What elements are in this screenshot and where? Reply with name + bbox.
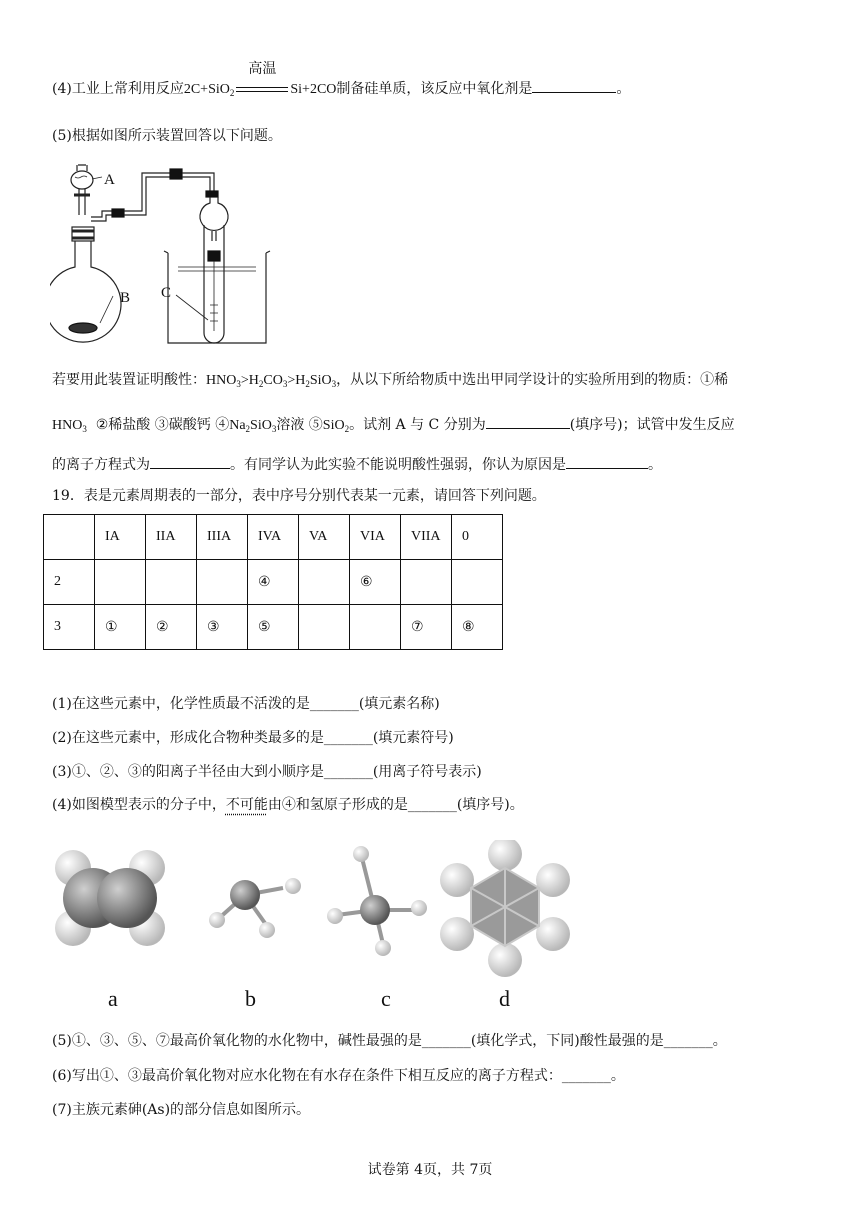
q19-question-7: (7)主族元素砷(As)的部分信息如图所示。: [52, 1102, 311, 1118]
q19-question-2: (2)在这些元素中，形成化合物种类最多的是_______(填元素符号): [52, 730, 454, 746]
answer-blank[interactable]: [150, 454, 230, 469]
q18-part5-line1: 若要用此装置证明酸性：$HNO_3>H_2CO_3>H_2SiO_3$，从以下所给物质中选出甲同学设计的实验所用到的物质：①稀: [52, 372, 729, 389]
model-label: a: [108, 986, 118, 1011]
molecule-models: [45, 840, 585, 980]
q18-part5-intro: (5)根据如图所示装置回答以下问题。: [52, 128, 282, 144]
model-d: [440, 840, 570, 977]
q19-question-6: (6)写出①、③最高价氧化物对应水化物在有水存在条件下相互反应的离子方程式：_______。: [52, 1068, 625, 1084]
q19-question-1: (1)在这些元素中，化学性质最不活泼的是_______(填元素名称): [52, 696, 440, 712]
q19-question-5: (5)①、③、⑤、⑦最高价氧化物的水化物中，碱性最强的是_______(填化学式，下同)酸性最强的是_______。: [52, 1033, 727, 1049]
table-row: 3 ① ② ③ ⑤ ⑦ ⑧: [44, 605, 503, 650]
page-footer: 试卷第 4页，共 7页: [367, 1162, 493, 1178]
q18-part4: (4)工业上常利用反应2C+SiO$_2$ 高温 Si+2CO制备硅单质，该反应中氧化剂是 。: [52, 61, 631, 98]
apparatus-diagram: [50, 155, 310, 355]
reaction-condition: 高温: [248, 61, 277, 77]
label-a: A: [104, 172, 115, 188]
reaction-arrow: [234, 61, 290, 98]
model-label: c: [381, 986, 391, 1011]
label-c: C: [161, 285, 172, 301]
q18-part5-line3: 的离子方程式为 。有同学认为此实验不能说明酸性强弱，你认为原因是 。: [52, 454, 662, 475]
model-a: [55, 850, 165, 946]
table-header-row: IA IIA IIIA IVA VA VIA VIIA 0: [44, 515, 503, 560]
emphasis-text: 不可能: [225, 797, 268, 813]
label-b: B: [120, 290, 131, 306]
answer-blank[interactable]: [566, 454, 648, 469]
periodic-table: [43, 514, 503, 650]
model-label: b: [245, 986, 256, 1011]
table-row: 2 ④ ⑥: [44, 560, 503, 605]
q19-question-3: (3)①、②、③的阳离子半径由大到小顺序是_______(用离子符号表示): [52, 764, 482, 780]
answer-blank[interactable]: [532, 78, 616, 93]
model-b: [209, 878, 301, 938]
model-label: d: [499, 986, 510, 1011]
model-c: [327, 846, 427, 956]
q18-part5-line2: $HNO_3$ ②稀盐酸 ③碳酸钙 $④Na_2SiO_3$溶液 ⑤SiO$_2$。试剂 A 与 C 分别为 (填序号)；试管中发生反应: [52, 414, 735, 436]
q19-question-4: (4)如图模型表示的分子中，不可能由④和氢原子形成的是_______(填序号)。: [52, 797, 524, 813]
answer-blank[interactable]: [486, 414, 570, 429]
q19-intro: 19．表是元素周期表的一部分，表中序号分别代表某一元素，请回答下列问题。: [52, 488, 546, 504]
